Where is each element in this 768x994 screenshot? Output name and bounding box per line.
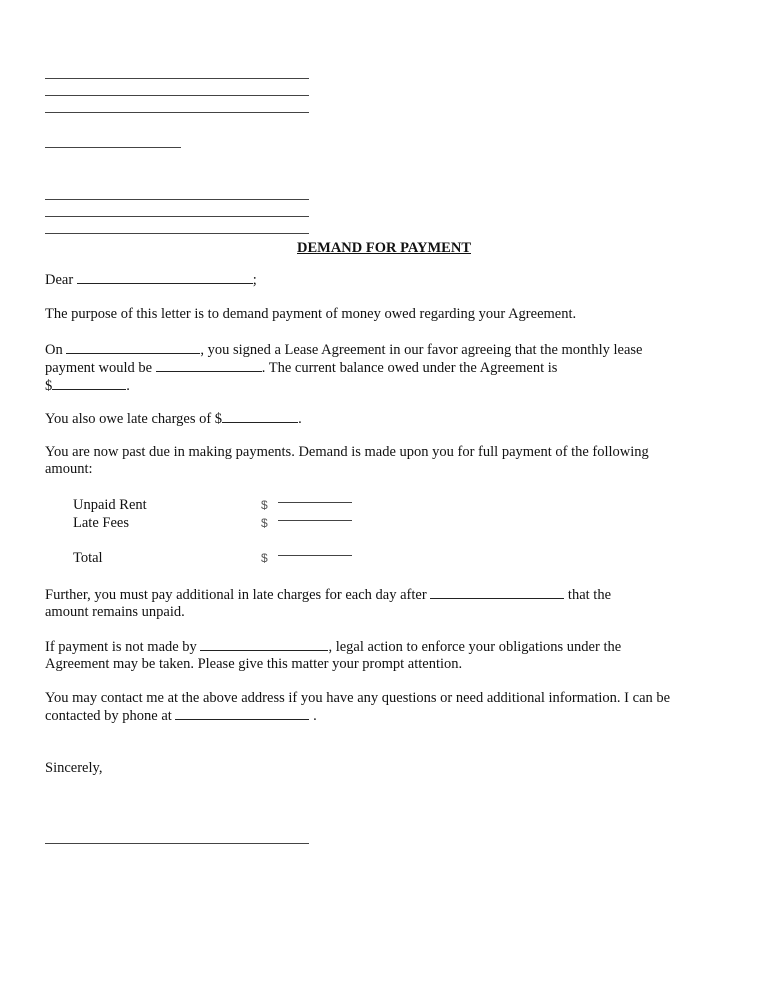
further-text-1: Further, you must pay additional in late charges for each day after bbox=[45, 587, 427, 603]
recipient-address-line-2[interactable] bbox=[45, 216, 309, 217]
further-paragraph bbox=[45, 586, 645, 621]
contact-text-1: You may contact me at the above address if you have any questions or need additional information. I can be contacted by phone at bbox=[45, 690, 671, 724]
late-charges-field[interactable] bbox=[222, 410, 298, 423]
recipient-address-line-1[interactable] bbox=[45, 199, 309, 200]
contact-text-2: . bbox=[313, 708, 317, 724]
signature-line[interactable] bbox=[45, 843, 309, 844]
agreement-date-field[interactable] bbox=[66, 341, 200, 354]
late-charges-end: . bbox=[298, 411, 302, 427]
agreement-paragraph bbox=[45, 341, 675, 395]
amount-label: Late Fees bbox=[73, 515, 129, 531]
amount-label: Unpaid Rent bbox=[73, 497, 147, 513]
contact-paragraph bbox=[45, 690, 675, 725]
currency-symbol: $ bbox=[261, 551, 268, 565]
amount-row-unpaid-rent bbox=[73, 496, 373, 514]
page-title: DEMAND FOR PAYMENT bbox=[297, 240, 471, 256]
agreement-text-1: , you signed a Lease Agreement in our favor agreeing that the monthly lease payment would be bbox=[45, 342, 643, 376]
total-field[interactable] bbox=[278, 555, 352, 556]
amount-label: Total bbox=[73, 550, 103, 566]
legal-text-2: , legal action to enforce your obligations under the Agreement may be taken. Please give this matter your prompt attention. bbox=[45, 639, 622, 672]
purpose-paragraph: The purpose of this letter is to demand payment of money owed regarding your Agreement. bbox=[45, 306, 577, 322]
closing: Sincerely, bbox=[45, 760, 103, 776]
legal-paragraph bbox=[45, 638, 665, 673]
phone-number-field[interactable] bbox=[175, 707, 309, 720]
monthly-payment-field[interactable] bbox=[156, 359, 262, 372]
unpaid-rent-field[interactable] bbox=[278, 502, 352, 503]
agreement-end: . bbox=[126, 378, 130, 394]
late-charges-paragraph bbox=[45, 410, 695, 428]
balance-dollar-sign: $ bbox=[45, 378, 53, 394]
currency-symbol: $ bbox=[261, 516, 268, 530]
salutation-suffix: ; bbox=[252, 272, 257, 288]
date-line[interactable] bbox=[45, 147, 181, 148]
salutation-prefix: Dear bbox=[45, 272, 74, 288]
late-fees-field[interactable] bbox=[278, 520, 352, 521]
amount-row-total bbox=[73, 549, 373, 567]
salutation bbox=[45, 271, 695, 289]
sender-address-line-3[interactable] bbox=[45, 112, 309, 113]
recipient-name-field[interactable] bbox=[77, 271, 253, 284]
agreement-on: On bbox=[45, 342, 63, 358]
currency-symbol: $ bbox=[261, 498, 268, 512]
recipient-address-line-3[interactable] bbox=[45, 233, 309, 234]
late-charges-text: You also owe late charges of $ bbox=[45, 411, 223, 427]
sender-address-line-1[interactable] bbox=[45, 78, 309, 79]
deadline-date-field[interactable] bbox=[200, 638, 328, 651]
agreement-text-2: . The current balance owed under the Agreement is bbox=[261, 360, 558, 376]
further-text-2: that the amount remains unpaid. bbox=[45, 587, 612, 620]
sender-address-line-2[interactable] bbox=[45, 95, 309, 96]
current-balance-field[interactable] bbox=[52, 377, 126, 390]
past-due-paragraph: You are now past due in making payments. Demand is made upon you for full payment of the following amount: bbox=[45, 444, 649, 477]
late-charge-start-date-field[interactable] bbox=[430, 586, 564, 599]
legal-text-1: If payment is not made by bbox=[45, 639, 197, 655]
amount-row-late-fees bbox=[73, 514, 373, 532]
